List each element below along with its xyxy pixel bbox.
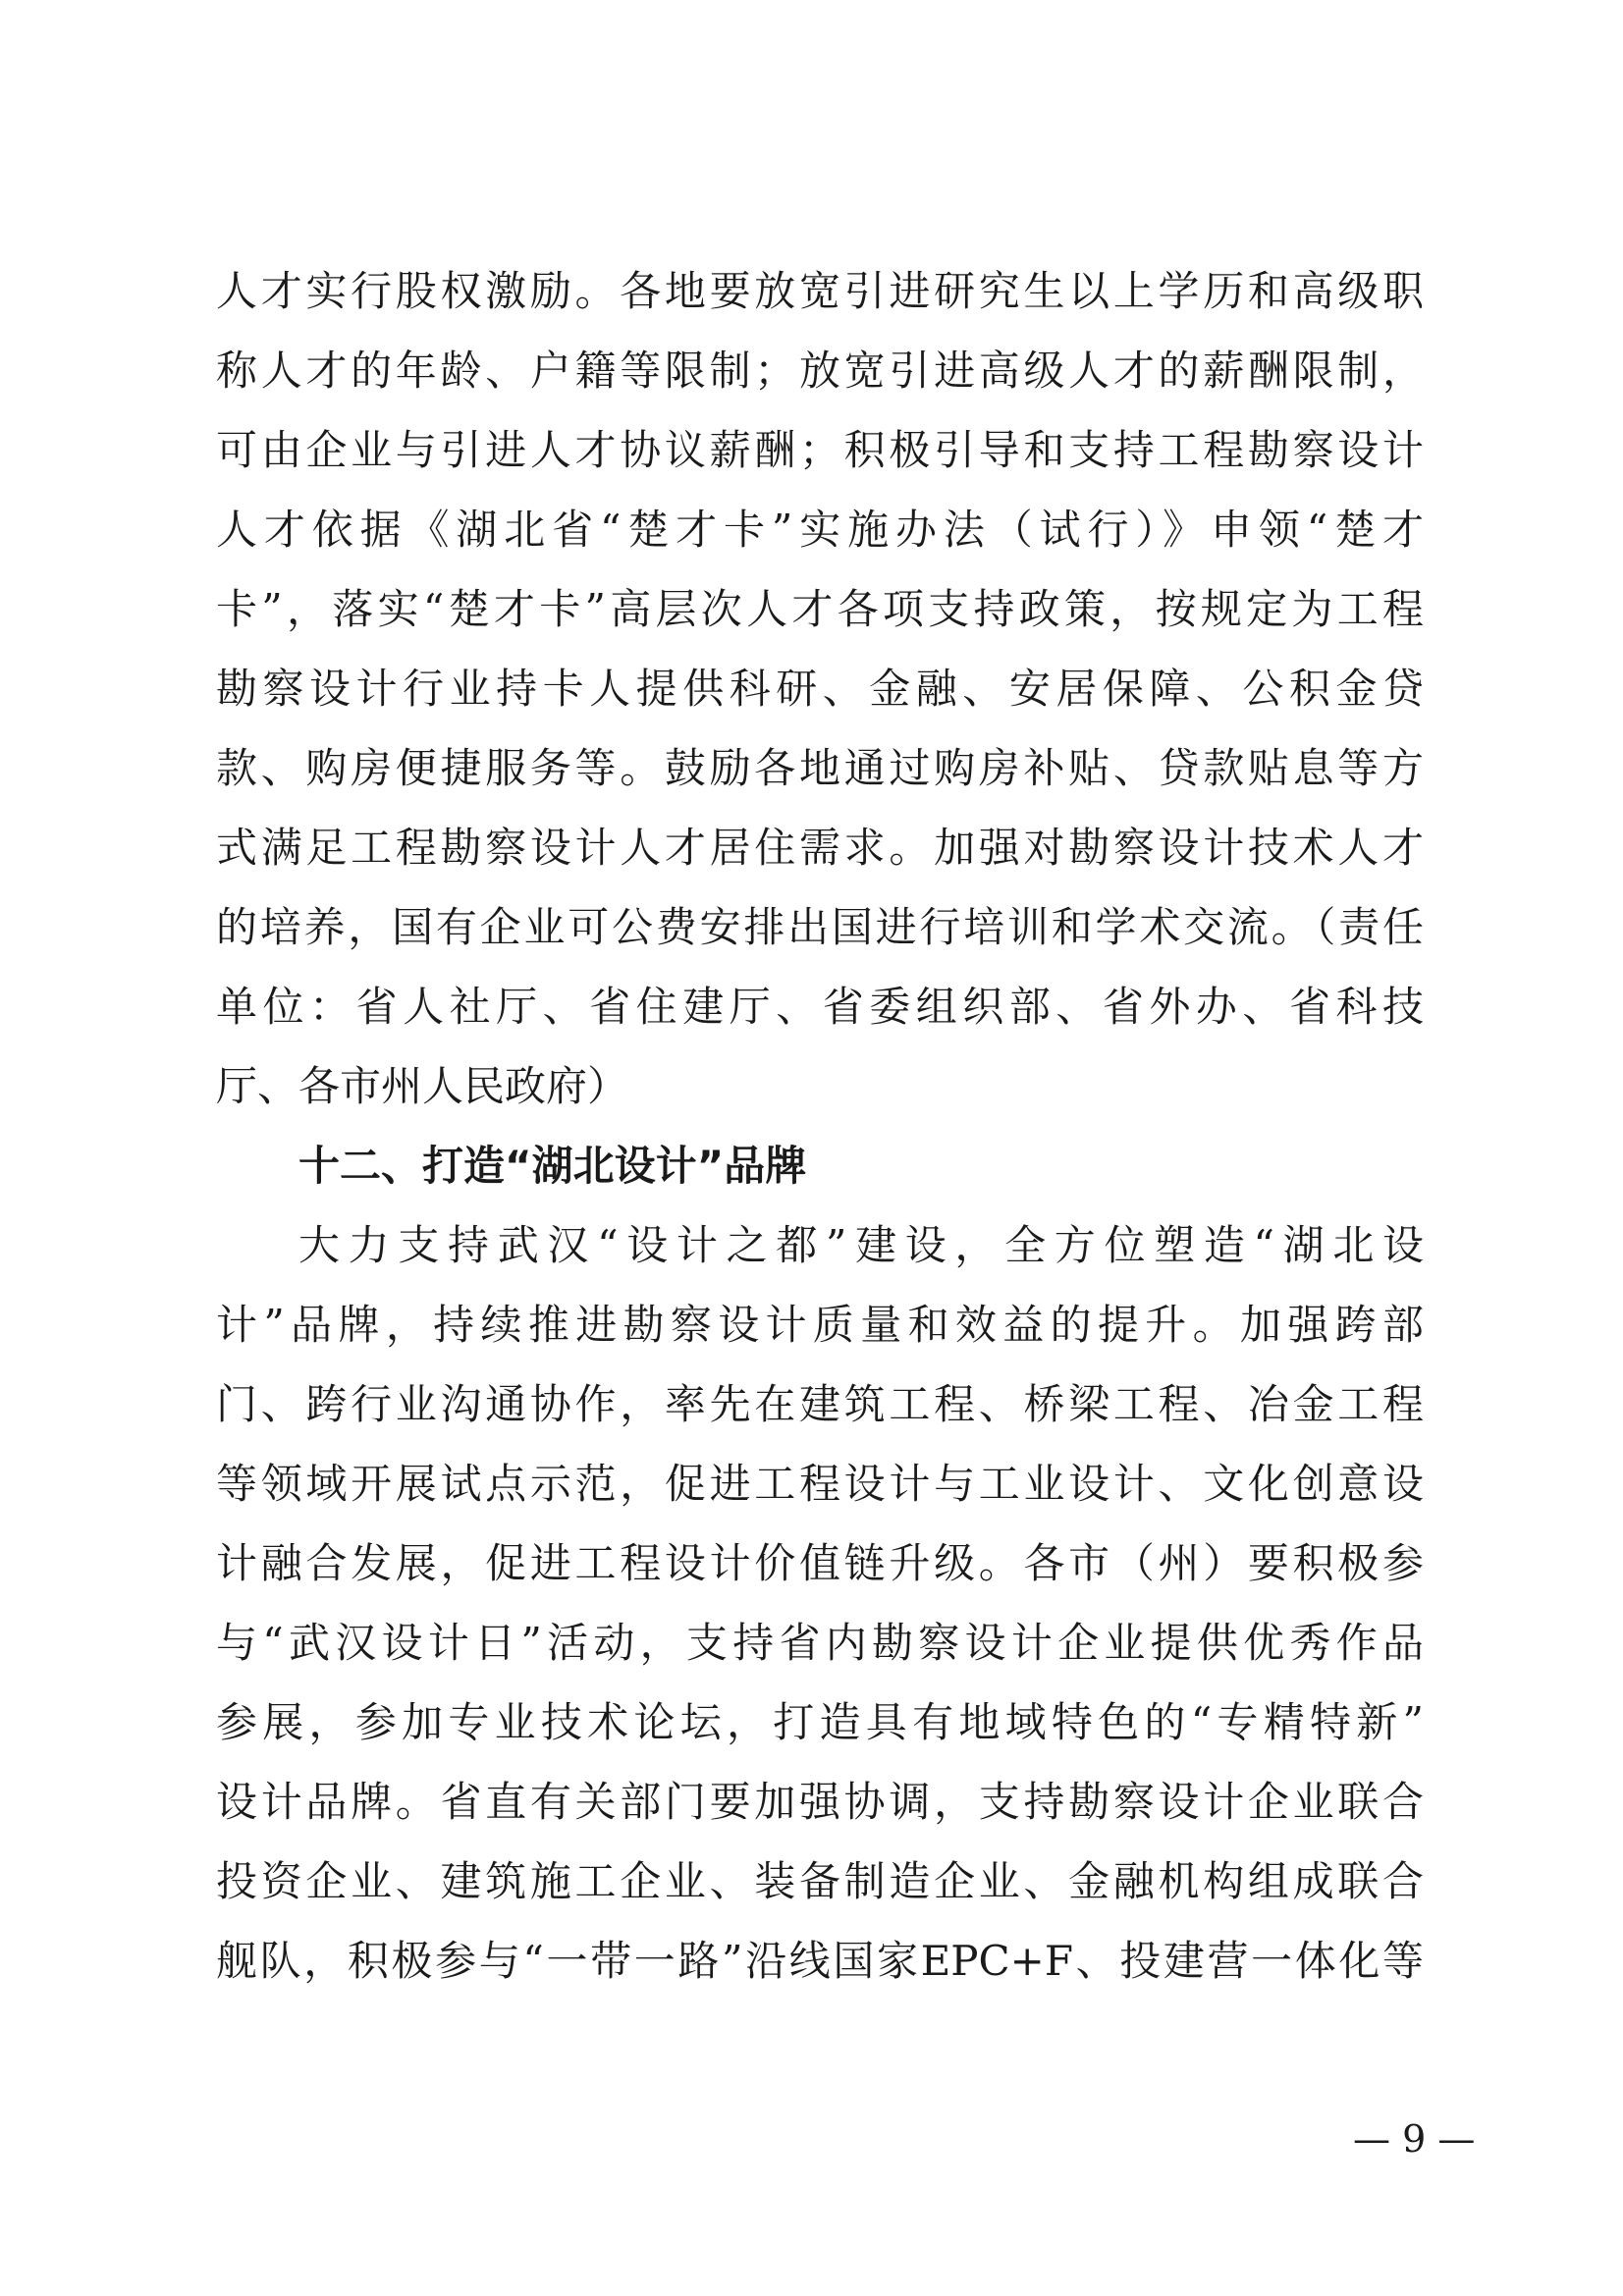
text-line: 舰队，积极参与“一带一路”沿线国家EPC+F、投建营一体化等	[216, 1937, 1424, 1985]
text-line: 大力支持武汉“设计之都”建设，全方位塑造“湖北设	[298, 1221, 1424, 1269]
page-number: — 9 —	[1353, 2117, 1476, 2161]
text-line: 称人才的年龄、户籍等限制；放宽引进高级人才的薪酬限制，	[216, 347, 1424, 395]
text-line: 计融合发展，促进工程设计价值链升级。各市（州）要积极参	[216, 1539, 1424, 1587]
text-line: 勘察设计行业持卡人提供科研、金融、安居保障、公积金贷	[216, 665, 1424, 713]
text-line: 计”品牌，持续推进勘察设计质量和效益的提升。加强跨部	[216, 1301, 1424, 1349]
body-text	[216, 251, 1424, 2001]
section-heading: 十二、打造“湖北设计”品牌	[298, 1142, 807, 1190]
text-line: 式满足工程勘察设计人才居住需求。加强对勘察设计技术人才	[216, 824, 1424, 872]
text-line: 厅、各市州人民政府）	[216, 1062, 629, 1110]
text-line: 等领域开展试点示范，促进工程设计与工业设计、文化创意设	[216, 1460, 1424, 1508]
text-line: 投资企业、建筑施工企业、装备制造企业、金融机构组成联合	[216, 1857, 1424, 1905]
text-line: 参展，参加专业技术论坛，打造具有地域特色的“专精特新”	[216, 1698, 1424, 1746]
text-line: 人才依据《湖北省“楚才卡”实施办法（试行）》申领“楚才	[216, 506, 1424, 554]
text-line: 与“武汉设计日”活动，支持省内勘察设计企业提供优秀作品	[216, 1619, 1424, 1667]
text-line: 门、跨行业沟通协作，率先在建筑工程、桥梁工程、冶金工程	[216, 1380, 1424, 1428]
text-line: 可由企业与引进人才协议薪酬；积极引导和支持工程勘察设计	[216, 426, 1424, 474]
text-line: 设计品牌。省直有关部门要加强协调，支持勘察设计企业联合	[216, 1778, 1424, 1826]
text-line: 卡”，落实“楚才卡”高层次人才各项支持政策，按规定为工程	[216, 585, 1424, 633]
text-line: 款、购房便捷服务等。鼓励各地通过购房补贴、贷款贴息等方	[216, 744, 1424, 792]
text-line: 单位：省人社厅、省住建厅、省委组织部、省外办、省科技	[216, 983, 1424, 1031]
text-line: 的培养，国有企业可公费安排出国进行培训和学术交流。（责任	[216, 903, 1424, 951]
text-line: 人才实行股权激励。各地要放宽引进研究生以上学历和高级职	[216, 267, 1424, 315]
